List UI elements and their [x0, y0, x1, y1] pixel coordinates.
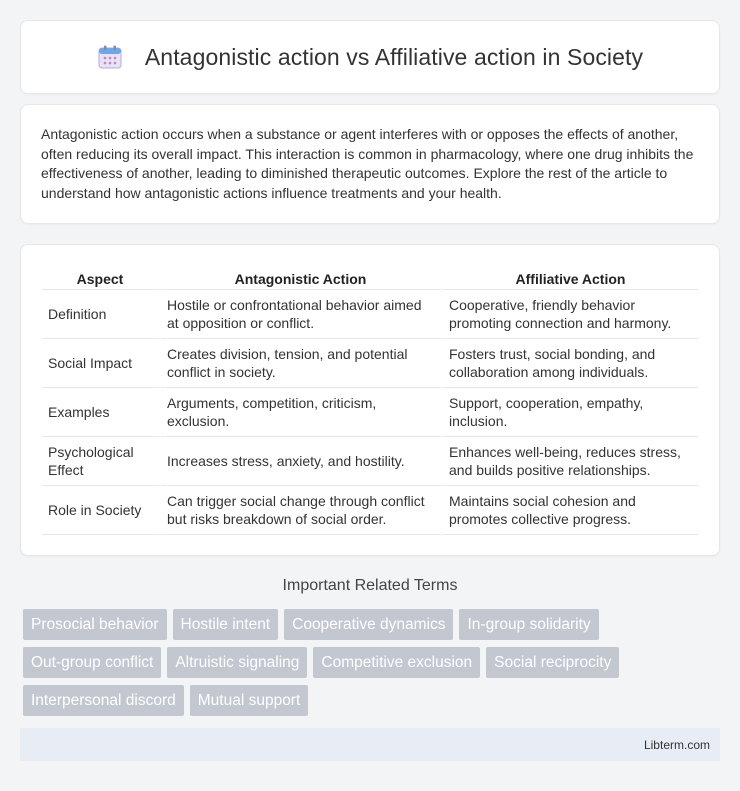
related-terms-title: Important Related Terms	[282, 577, 458, 594]
footer	[20, 728, 720, 761]
related-term-chip[interactable]: Mutual support	[190, 685, 309, 716]
table-row	[42, 486, 698, 535]
related-term-chip[interactable]: Cooperative dynamics	[284, 609, 453, 640]
calendar-icon	[97, 44, 123, 70]
comparison-table-card	[20, 244, 720, 556]
row-affiliative: Cooperative, friendly behavior promoting connection and harmony.	[443, 290, 698, 339]
row-affiliative: Fosters trust, social bonding, and collaboration among individuals.	[443, 339, 698, 388]
row-antagonistic: Can trigger social change through conflict but risks breakdown of social order.	[161, 486, 443, 535]
header-card	[20, 20, 720, 94]
row-antagonistic: Increases stress, anxiety, and hostility.	[161, 437, 443, 486]
related-terms-list	[23, 609, 723, 716]
header-affiliative: Affiliative Action	[443, 265, 698, 290]
row-aspect: Definition	[42, 290, 161, 339]
row-antagonistic: Hostile or confrontational behavior aimed at opposition or conflict.	[161, 290, 443, 339]
row-aspect: Role in Society	[42, 486, 161, 535]
header-aspect: Aspect	[42, 265, 161, 290]
header-antagonistic: Antagonistic Action	[161, 265, 443, 290]
row-affiliative: Enhances well-being, reduces stress, and builds positive relationships.	[443, 437, 698, 486]
page-title: Antagonistic action vs Affiliative action in Society	[144, 43, 644, 70]
related-term-chip[interactable]: Competitive exclusion	[313, 647, 480, 678]
row-aspect: Psychological Effect	[42, 437, 161, 486]
related-term-chip[interactable]: Altruistic signaling	[167, 647, 307, 678]
row-antagonistic: Arguments, competition, criticism, exclusion.	[161, 388, 443, 437]
related-term-chip[interactable]: In-group solidarity	[459, 609, 598, 640]
related-term-chip[interactable]: Hostile intent	[173, 609, 279, 640]
table-row	[42, 339, 698, 388]
related-term-chip[interactable]: Interpersonal discord	[23, 685, 184, 716]
row-affiliative: Support, cooperation, empathy, inclusion.	[443, 388, 698, 437]
comparison-table	[42, 265, 698, 535]
table-row	[42, 388, 698, 437]
row-antagonistic: Creates division, tension, and potential conflict in society.	[161, 339, 443, 388]
related-term-chip[interactable]: Social reciprocity	[486, 647, 619, 678]
related-term-chip[interactable]: Out-group conflict	[23, 647, 161, 678]
row-aspect: Examples	[42, 388, 161, 437]
footer-site-link[interactable]: Libterm.com	[643, 737, 710, 752]
intro-card	[20, 104, 720, 224]
row-affiliative: Maintains social cohesion and promotes collective progress.	[443, 486, 698, 535]
row-aspect: Social Impact	[42, 339, 161, 388]
intro-text: Antagonistic action occurs when a substance or agent interferes with or opposes the effects of another, often reducing its overall impact. This interaction is common in pharmacology, where one drug inhibits the effectiveness of another, leading to diminished therapeutic outcomes. Explore the rest of the article to understand how antagonistic actions influence treatments and your health.	[41, 126, 694, 201]
table-row	[42, 437, 698, 486]
table-row	[42, 290, 698, 339]
related-term-chip[interactable]: Prosocial behavior	[23, 609, 167, 640]
table-header-row	[42, 265, 698, 290]
